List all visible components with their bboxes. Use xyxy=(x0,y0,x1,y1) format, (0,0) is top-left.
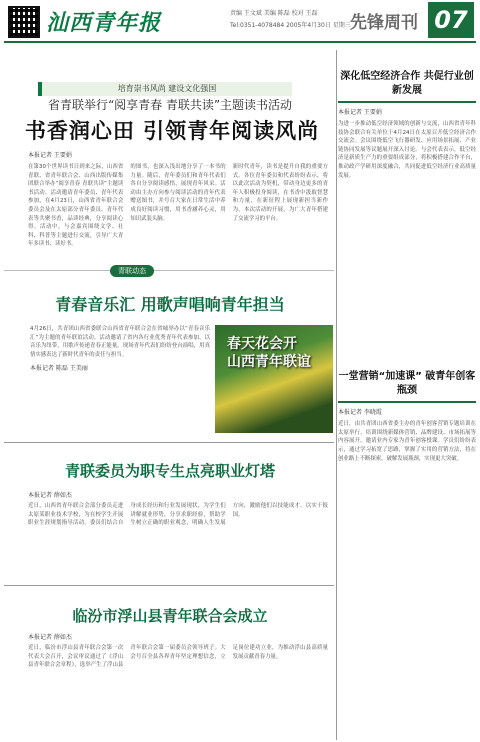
sidebar-story2-text: 近日，由共青团山西省委主办的青年创客营销专题培训在太原举行。培训围绕新媒体营销、品牌建设、市场拓展等内容展开，邀请业内专家为青年创客授课。学员们纷纷表示，通过学习拓宽了思路，掌握了实用的营销方法，将在创业路上不断探索，破解发展瓶颈，实现更大突破。 xyxy=(338,421,476,462)
sidebar-story2-rule xyxy=(338,401,476,403)
photo-caption-line1: 春天花会开 xyxy=(227,336,297,352)
sidebar-story1-byline: 本报记者 王要娟 xyxy=(338,109,382,116)
sidebar-story2-byline: 本报记者 李晓霞 xyxy=(338,409,382,417)
story3-rule xyxy=(4,442,334,443)
lead-byline: 本报记者 王要娟 xyxy=(28,152,72,159)
lead-col-3: 新时代青年，读书是提升自我的重要方式。各位青年委员和代表纷纷表示，将以此次活动为契机，带动身边更多的青年人积极投身阅读，在书香中汲取智慧和力量，在新征程上展现新担当新作为。本次活动的开展，为广大青年搭建了交流学习的平台。 xyxy=(232,164,328,222)
story2-body xyxy=(30,325,210,372)
qr-code-icon xyxy=(8,6,40,38)
header-meta-date: Tel:0351-4078484 2005年4月30日 星期三 xyxy=(230,22,351,29)
story4-byline: 本报记者 薛如杰 xyxy=(28,634,72,641)
story4-rule xyxy=(4,585,334,586)
story2-text: 4月26日，共青团山西省委联合山西省青年联合会在省城举办以“青春音乐汇”为主题的青年联谊活动。活动邀请了省内各行业优秀青年代表参加，以音乐为纽带，用歌声传递青春正能量。现场青年代表们纷纷登台演唱，用真情实感表达了新时代青年的责任与担当。 xyxy=(30,326,210,358)
story2-byline: 本报记者 陈磊 王美丽 xyxy=(30,365,88,373)
story4-text: 近日，临汾市浮山县青年联合会第一次代表大会召开，会议审议通过了《浮山县青年联合会章程》，选举产生了浮山县青年联合会第一届委员会领导班子。大会号召全县各界青年坚定理想信念，立足岗位建功立业，为推动浮山县高质量发展贡献青春力量。 xyxy=(28,645,328,669)
story4-headline: 临汾市浮山县青年联合会成立 xyxy=(72,607,268,625)
story2-headline: 青春音乐汇 用歌声唱响青年担当 xyxy=(55,295,285,314)
lead-story-body xyxy=(28,150,328,249)
story2-photo xyxy=(215,325,333,433)
section-name: 先锋周刊 xyxy=(350,13,418,33)
story3-byline: 本报记者 薛如杰 xyxy=(28,492,72,499)
story4-body xyxy=(28,632,328,670)
masthead: 汕西青年报 xyxy=(46,10,162,36)
page-number: 07 xyxy=(428,2,474,38)
header-meta-editors: 责编 王文斌 美编 陈磊 校对 王磊 xyxy=(230,10,318,17)
lead-subhead: 省青联举行“阅享青春 青联共读”主题读书活动 xyxy=(47,98,293,112)
header-rule xyxy=(4,41,476,43)
sidebar-story1-rule xyxy=(338,101,476,103)
story3-text: 近日，山西省青年联合会部分委员走进太原某职业技术学校，为在校学生开展职业生涯规划指导活动。委员们结合自身成长经历和行业发展现状，为学生们讲解就业形势，分享求职经验，帮助学生树立正确的职业观念，明确人生发展方向，激励他们以技能成才、以实干报国。 xyxy=(28,503,328,527)
photo-caption-line2: 山西青年联谊 xyxy=(227,354,311,370)
lead-col-2: 的图书，也深入浅出地分享了一本书的力量。随后，青年委员们和青年代表们各自分享阅读感悟，展现青年风采。活动由主办方向参与阅读活动的青年代表赠送图书，并号召大家在日常生活中养成良好阅读习惯，用书香涵养心灵，用知识武装头脑。 xyxy=(130,164,226,222)
sidebar-story2-headline: 一堂营销“加速课” 破青年创客瓶颈 xyxy=(338,371,476,397)
lead-headline: 书香润心田 引领青年阅读风尚 xyxy=(24,119,320,143)
page-header xyxy=(0,0,480,46)
lead-col-1: 在第30个世界读书日到来之际，山西省青联、省青年联合会、山西出版传媒集团联合举办“阅享青春 青联共读”主题读书活动。活动邀请青年委员、青年代表参加，在4月23日，山西省青年联合会委员会及在太原部分青年委员、青年代表等共聚书香，品读经典，分享阅读心得。活动中，与会嘉宾围绕文学、社科、科普等主题进行交流，引导广大青年多读书、读好书。 xyxy=(28,164,124,248)
story3-headline: 青联委员为职专生点亮职业灯塔 xyxy=(64,462,275,480)
lead-kicker: 培育崇书风尚 建设文化强国 xyxy=(38,82,292,96)
sidebar xyxy=(338,50,476,463)
section-divider xyxy=(4,270,334,271)
sidebar-story1-headline: 深化低空经济合作 共促行业创新发展 xyxy=(340,71,474,96)
sidebar-rule xyxy=(336,50,337,740)
sidebar-story1-text: 为进一步推动低空经济领域的创新与交流，山西省青年科技协会联合有关单位于4月24日在太原召开低空经济合作交流会。会议围绕低空飞行器研发、应用场景拓展、产业链协同发展等议题展开深入讨论。与会代表表示，低空经济是新质生产力的重要组成部分，将积极搭建合作平台，推动政产学研用深度融合，共同促进低空经济行业高质量发展。 xyxy=(338,121,476,179)
story3-body xyxy=(28,490,328,528)
section-tag: 青联动态 xyxy=(110,265,154,277)
